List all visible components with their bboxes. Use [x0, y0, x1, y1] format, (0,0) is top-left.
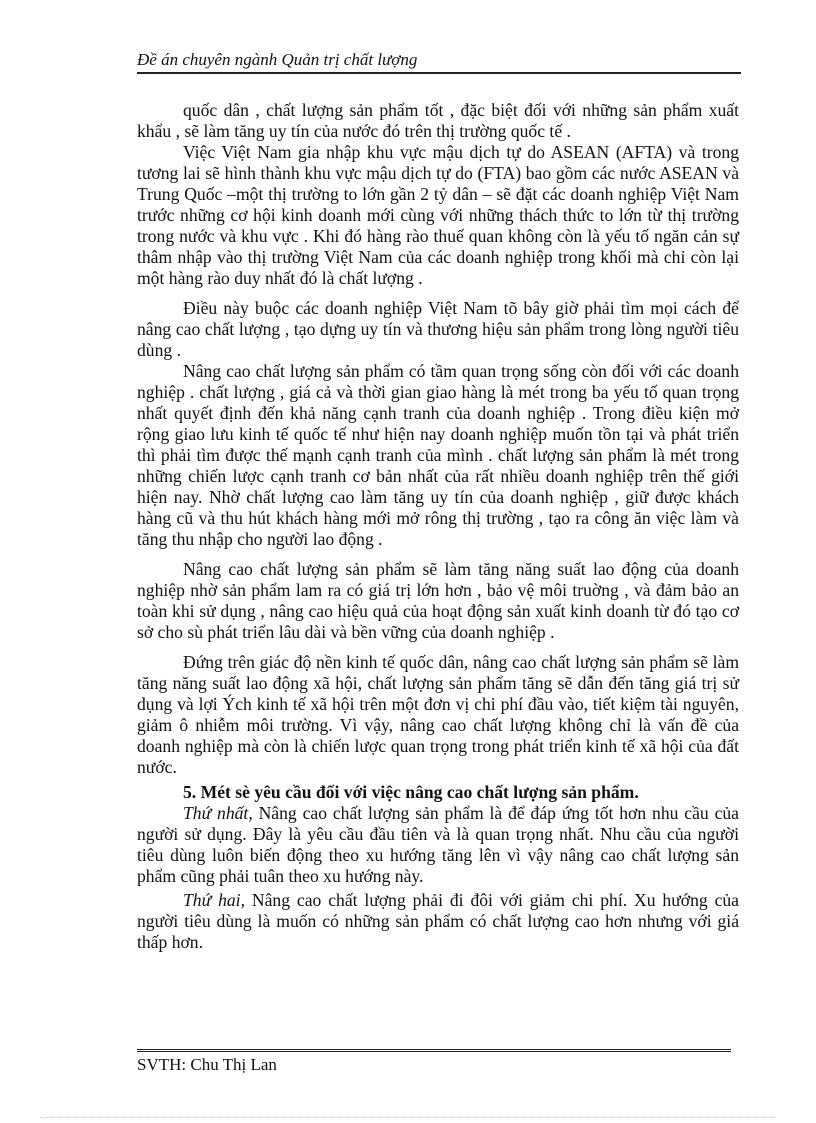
header-divider	[137, 72, 741, 74]
requirement-lead: Thứ nhất,	[183, 803, 253, 823]
requirement-item	[137, 890, 739, 953]
requirement-text: Nâng cao chất lượng phải đi đôi với giảm chi phí. Xu hướng của người tiêu dùng là muốn có những sản phẩm có chất lượng cao hơn nhưng với giá thấp hơn.	[137, 890, 739, 952]
document-body	[137, 100, 739, 953]
section-heading: 5. Mét sè yêu cầu đối với việc nâng cao chất lượng sản phẩm.	[183, 782, 639, 802]
requirement-item	[137, 803, 739, 887]
footer-author: SVTH: Chu Thị Lan	[137, 1055, 277, 1074]
requirement-lead: Thứ hai,	[183, 890, 245, 910]
paragraph: quốc dân , chất lượng sản phẩm tốt , đặc biệt đối với những sản phẩm xuất khẩu , sẽ làm tăng uy tín của nước đó trên thị trường quốc tế .	[137, 100, 739, 141]
paragraph: Điều này buộc các doanh nghiệp Việt Nam tõ bây giờ phải tìm mọi cách để nâng cao chất lượng , tạo dựng uy tín và thương hiệu sản phẩm trong lòng người tiêu dùng .	[137, 298, 739, 360]
footer-divider	[137, 1049, 731, 1054]
requirement-text: Nâng cao chất lượng sản phẩm là để đáp ứng tốt hơn nhu cầu của người sử dụng. Đây là yêu cầu đầu tiên và là quan trọng nhất. Nhu cầu của người tiêu dùng luôn biến động theo xu hướng tăng lên vì vậy nâng cao chất lượng sản phẩm cũng phải tuân theo xu hướng này.	[137, 803, 739, 886]
document-header-title: Đề án chuyên ngành Quản trị chất lượng	[137, 50, 418, 69]
paragraph: Đứng trên giác độ nền kinh tế quốc dân, nâng cao chất lượng sản phẩm sẽ làm tăng năng suất lao động xã hội, chất lượng sản phẩm tăng sẽ dẫn đến tăng giá trị sử dụng và lợi Ých kinh tế xã hội trên một đơn vị chi phí đầu vào, tiết kiệm tài nguyên, giảm ô nhiễm môi trường. Vì vậy, nâng cao chất lượng không chỉ là vấn đề của doanh nghiệp mà còn là chiến lược quan trọng trong phát triển kinh tế xã hội của đất nước.	[137, 652, 739, 777]
paragraph: Nâng cao chất lượng sản phẩm có tầm quan trọng sống còn đối với các doanh nghiệp . chất lượng , giá cả và thời gian giao hàng là mét trong ba yếu tố quan trọng nhất quyết định đến khả năng cạnh tranh của doanh nghiệp . Trong điều kiện mở rộng giao lưu kinh tế quốc tế như hiện nay doanh nghiệp muốn tồn tại và phát triển thì phải tìm được thế mạnh cạnh tranh của mình . chất lượng sản phẩm là mét trong những chiến lược cạnh tranh cơ bản nhất của rất nhiều doanh nghiệp trên thế giới hiện nay. Nhờ chất lượng cao làm tăng uy tín của doanh nghiệp , giữ được khách hàng cũ và thu hút khách hàng mới mở rông thị trường , tạo ra công ăn việc làm và tăng thu nhập cho người lao động .	[137, 361, 739, 549]
paragraph: Nâng cao chất lượng sản phẩm sẽ làm tăng năng suất lao động của doanh nghiệp nhờ sản phẩm lam ra có giá trị lớn hơn , bảo vệ môi truờng , và đảm bảo an toàn khi sử dụng , nâng cao hiệu quả của hoạt động sản xuất kinh doanh từ đó tạo cơ sở cho sù phát triển lâu dài và bền vững của doanh nghiệp .	[137, 559, 739, 642]
page-edge	[40, 1117, 776, 1118]
paragraph: Việc Việt Nam gia nhập khu vực mậu dịch tự do ASEAN (AFTA) và trong tương lai sẽ hình thành khu vực mậu dịch tự do (FTA) bao gồm các nước ASEAN và Trung Quốc –một thị trường to lớn gần 2 tỷ dân – sẽ đặt các doanh nghiệp Việt Nam trước những cơ hội kinh doanh mới cùng với những thách thức to lớn từ thị trường trong nước và khu vực . Khi đó hàng rào thuế quan không còn là yếu tố ngăn cản sự thâm nhập vào thị trường Việt Nam của các doanh nghiệp trong khối mà chỉ còn lại một hàng rào duy nhất đó là chất lượng .	[137, 142, 739, 288]
